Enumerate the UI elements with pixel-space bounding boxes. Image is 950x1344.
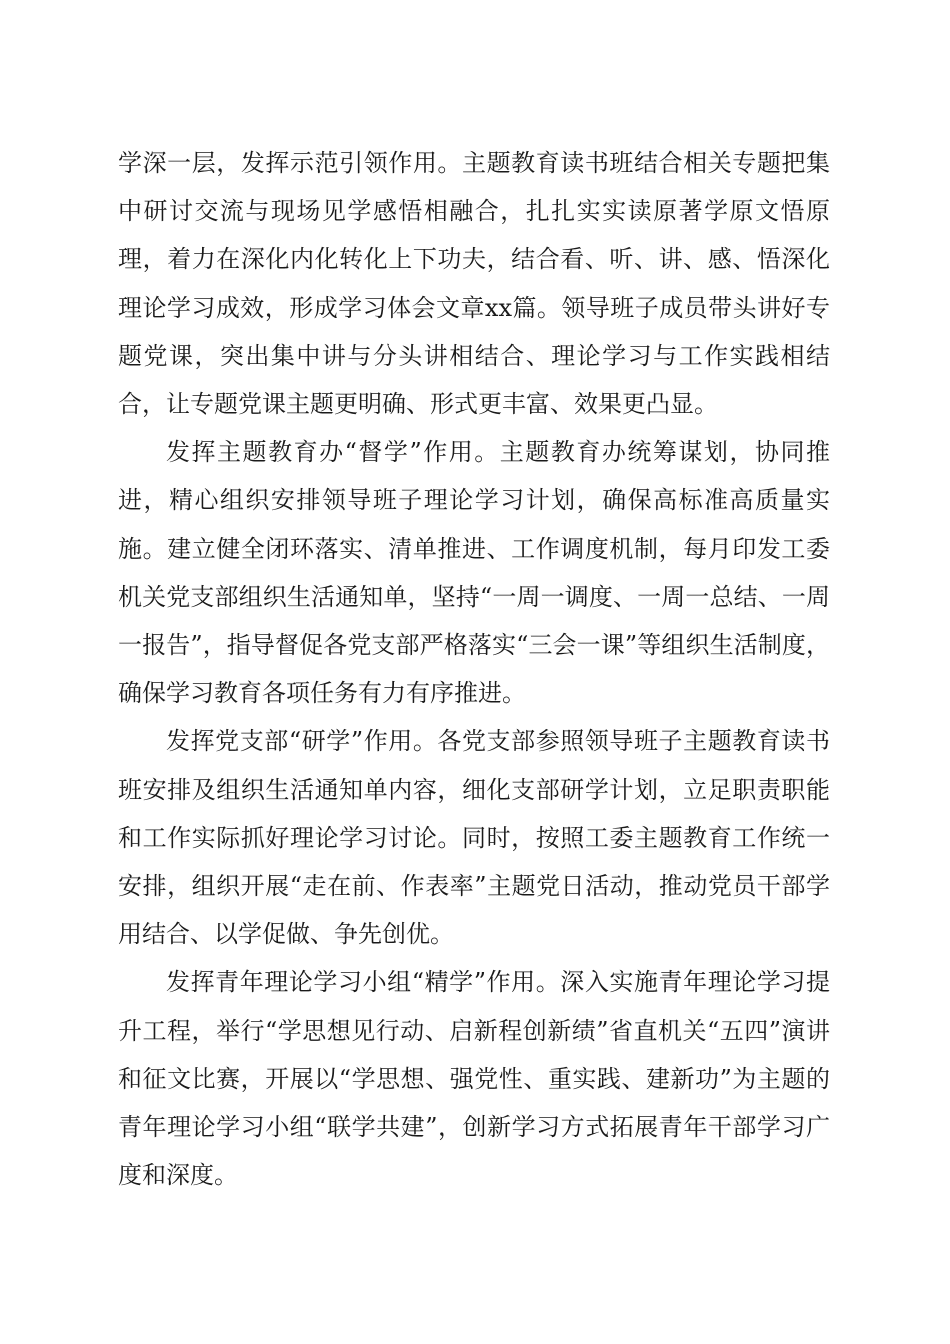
paragraph-continuation: 学深一层，发挥示范引领作用。主题教育读书班结合相关专题把集中研讨交流与现场见学感悟相融合，扎扎实实读原著学原文悟原理，着力在深化内化转化上下功夫，结合看、听、讲、感、悟深化理论学习成效，形成学习体会文章xx篇。领导班子成员带头讲好专题党课，突出集中讲与分头讲相结合、理论学习与工作实践相结合，让专题党课主题更明确、形式更丰富、效果更凸显。 bbox=[118, 149, 830, 419]
paragraph-youth-study: 发挥青年理论学习小组“精学”作用。深入实施青年理论学习提升工程，举行“学思想见行动、启新程创新绩”省直机关“五四”演讲和征文比赛，开展以“学思想、强党性、重实践、建新功”为主题的青年理论学习小组“联学共建”，创新学习方式拓展青年干部学习广度和深度。 bbox=[118, 968, 830, 1190]
paragraph-supervised-study: 发挥主题教育办“督学”作用。主题教育办统筹谋划，协同推进，精心组织安排领导班子理论学习计划，确保高标准高质量实施。建立健全闭环落实、清单推进、工作调度机制，每月印发工委机关党支部组织生活通知单，坚持“一周一调度、一周一总结、一周一报告”，指导督促各党支部严格落实“三会一课”等组织生活制度，确保学习教育各项任务有力有序推进。 bbox=[118, 438, 830, 708]
paragraph-branch-study: 发挥党支部“研学”作用。各党支部参照领导班子主题教育读书班安排及组织生活通知单内容，细化支部研学计划，立足职责职能和工作实际抓好理论学习讨论。同时，按照工委主题教育工作统一安排，组织开展“走在前、作表率”主题党日活动，推动党员干部学用结合、以学促做、争先创优。 bbox=[118, 727, 830, 949]
document-body bbox=[118, 139, 830, 1199]
